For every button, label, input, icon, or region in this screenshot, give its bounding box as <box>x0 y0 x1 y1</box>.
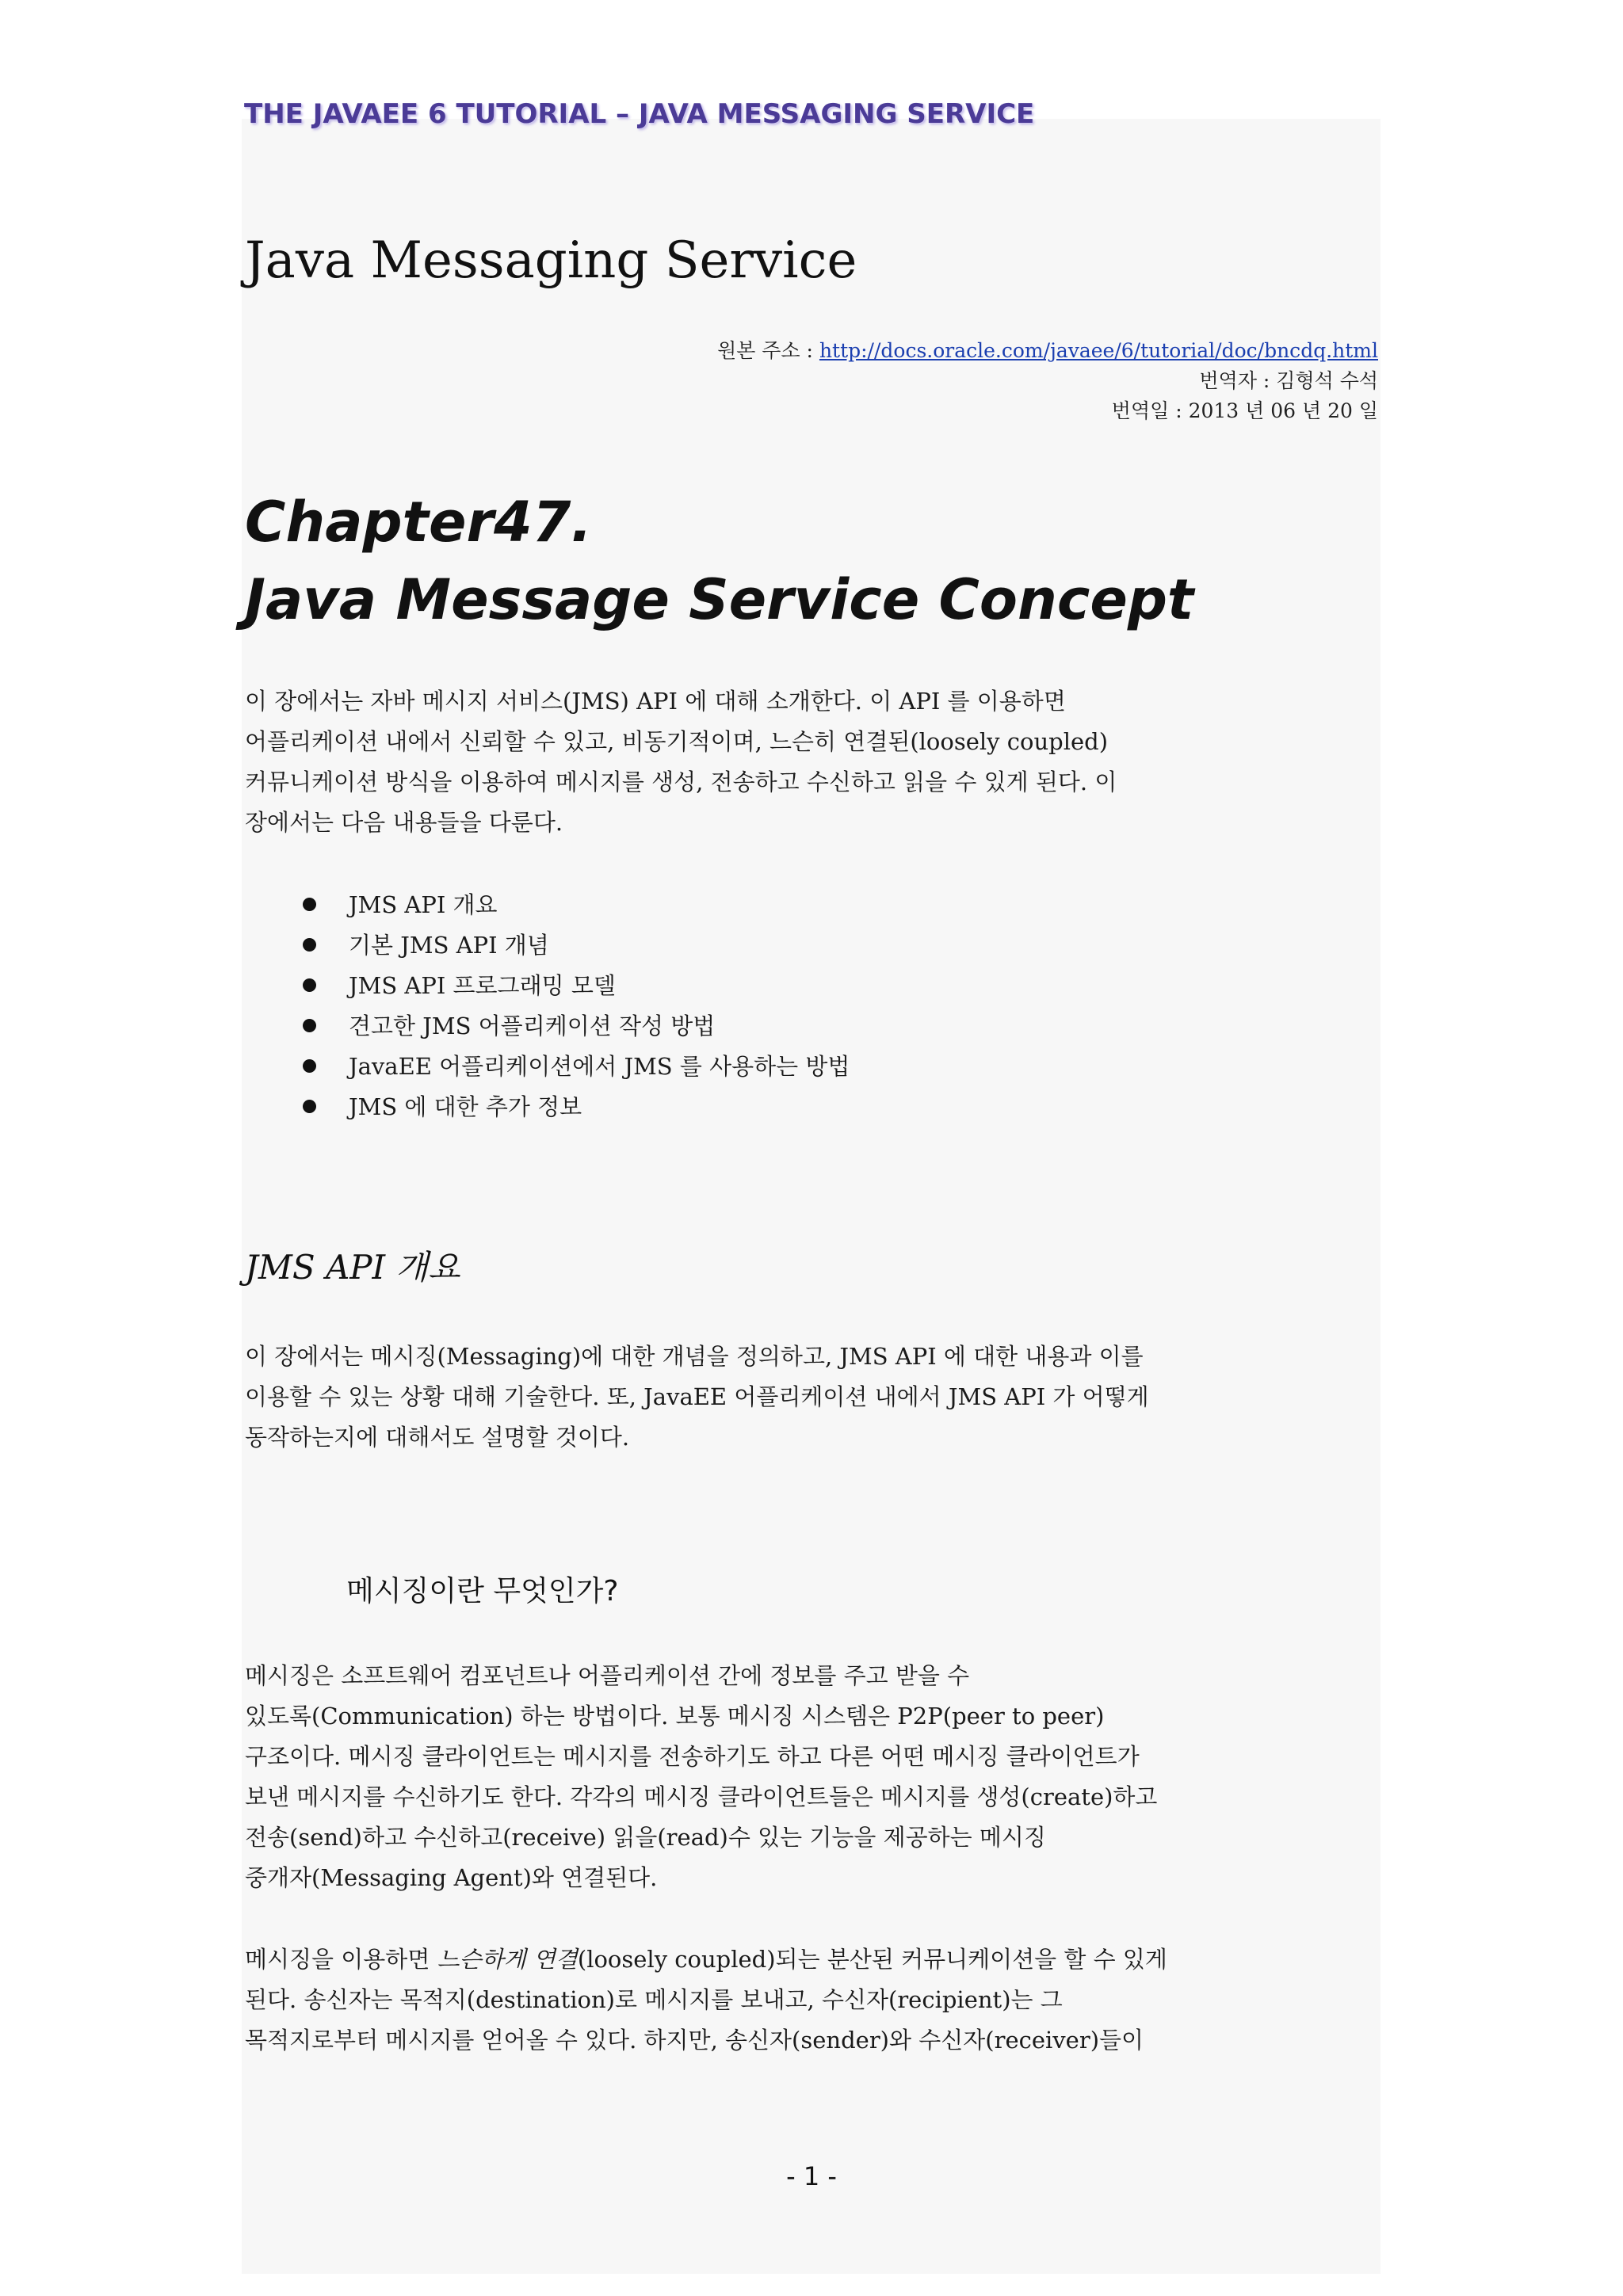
paragraph-line: 어플리케이션 내에서 신뢰할 수 있고, 비동기적이며, 느슨히 연결된(loosely coupled) <box>245 728 1109 755</box>
subsection-heading-what-is-messaging: 메시징이란 무엇인가? <box>346 1575 619 1608</box>
list-item-text: JMS 에 대한 추가 정보 <box>349 1093 582 1120</box>
source-label: 원본 주소 : <box>717 339 819 362</box>
bullet-icon <box>303 1059 316 1073</box>
translator-line: 번역자 : 김형석 수석 <box>1199 369 1378 392</box>
page-number: - 1 - <box>786 2161 837 2191</box>
bullet-icon <box>303 938 316 952</box>
paragraph-text: (loosely coupled)되는 분산된 커뮤니케이션을 할 수 있게 <box>577 1946 1167 1973</box>
list-item <box>301 1006 850 1047</box>
paragraph-line: 이용할 수 있는 상황 대해 기술한다. 또, JavaEE 어플리케이션 내에서 JMS API 가 어떻게 <box>245 1383 1149 1410</box>
paragraph-line: 메시징은 소프트웨어 컴포넌트나 어플리케이션 간에 정보를 주고 받을 수 <box>245 1662 970 1689</box>
chapter-name: Java Message Service Concept <box>245 567 1194 632</box>
messaging-paragraph-2 <box>245 1939 1377 2061</box>
paragraph-line: 동작하는지에 대해서도 설명할 것이다. <box>245 1424 630 1451</box>
paragraph-line: 중개자(Messaging Agent)와 연결된다. <box>245 1864 658 1891</box>
paragraph-line: 구조이다. 메시징 클라이언트는 메시지를 전송하기도 하고 다른 어떤 메시징 클라이언트가 <box>245 1743 1140 1770</box>
list-item-text: 견고한 JMS 어플리케이션 작성 방법 <box>349 1013 716 1039</box>
paragraph-line: 이 장에서는 자바 메시지 서비스(JMS) API 에 대해 소개한다. 이 API 를 이용하면 <box>245 688 1066 715</box>
bullet-icon <box>303 1019 316 1032</box>
bullet-icon <box>303 898 316 911</box>
list-item <box>301 1047 850 1087</box>
paragraph-text: 메시징을 이용하면 <box>245 1946 437 1973</box>
list-item-text: JavaEE 어플리케이션에서 JMS 를 사용하는 방법 <box>349 1053 850 1080</box>
paragraph-line: 커뮤니케이션 방식을 이용하여 메시지를 생성, 전송하고 수신하고 읽을 수 있게 된다. 이 <box>245 769 1117 795</box>
chapter-title <box>245 483 1193 639</box>
source-url-link[interactable]: http://docs.oracle.com/javaee/6/tutorial/doc/bncdq.html <box>819 339 1378 362</box>
source-line <box>717 336 1378 366</box>
paragraph-line: 된다. 송신자는 목적지(destination)로 메시지를 보내고, 수신자(recipient)는 그 <box>245 1986 1063 2013</box>
section-heading-jms-overview: JMS API 개요 <box>245 1248 460 1287</box>
overview-paragraph <box>245 1337 1377 1458</box>
list-item-text: JMS API 프로그래밍 모델 <box>349 972 616 999</box>
paragraph-line: 이 장에서는 메시징(Messaging)에 대한 개념을 정의하고, JMS API 에 대한 내용과 이를 <box>245 1343 1144 1370</box>
bullet-icon <box>303 978 316 992</box>
list-item-text: 기본 JMS API 개념 <box>349 932 549 959</box>
paragraph-line <box>245 1939 1377 1980</box>
running-header: THE JAVAEE 6 TUTORIAL – JAVA MESSAGING SERVICE <box>244 98 1035 130</box>
list-item <box>301 966 850 1006</box>
list-item <box>301 1087 850 1127</box>
chapter-number: Chapter47. <box>245 490 593 555</box>
bullet-icon <box>303 1100 316 1113</box>
paragraph-line: 보낸 메시지를 수신하기도 한다. 각각의 메시징 클라이언트들은 메시지를 생성(create)하고 <box>245 1783 1158 1810</box>
paragraph-line: 전송(send)하고 수신하고(receive) 읽을(read)수 있는 기능을 제공하는 메시징 <box>245 1824 1046 1851</box>
topic-list <box>301 885 850 1127</box>
paragraph-line: 목적지로부터 메시지를 얻어올 수 있다. 하지만, 송신자(sender)와 수신자(receiver)들이 <box>245 2027 1144 2054</box>
list-item <box>301 925 850 966</box>
translation-metadata <box>717 336 1378 426</box>
paragraph-line: 있도록(Communication) 하는 방법이다. 보통 메시징 시스템은 P2P(peer to peer) <box>245 1703 1105 1730</box>
list-item-text: JMS API 개요 <box>349 891 498 918</box>
intro-paragraph <box>245 681 1377 843</box>
list-item <box>301 885 850 925</box>
paragraph-line: 장에서는 다음 내용들을 다룬다. <box>245 809 563 836</box>
document-title: Java Messaging Service <box>245 231 857 290</box>
emphasized-term: 느슨하게 연결 <box>437 1946 578 1973</box>
translation-date-line: 번역일 : 2013 년 06 년 20 일 <box>1111 399 1378 422</box>
messaging-paragraph-1 <box>245 1656 1377 1898</box>
